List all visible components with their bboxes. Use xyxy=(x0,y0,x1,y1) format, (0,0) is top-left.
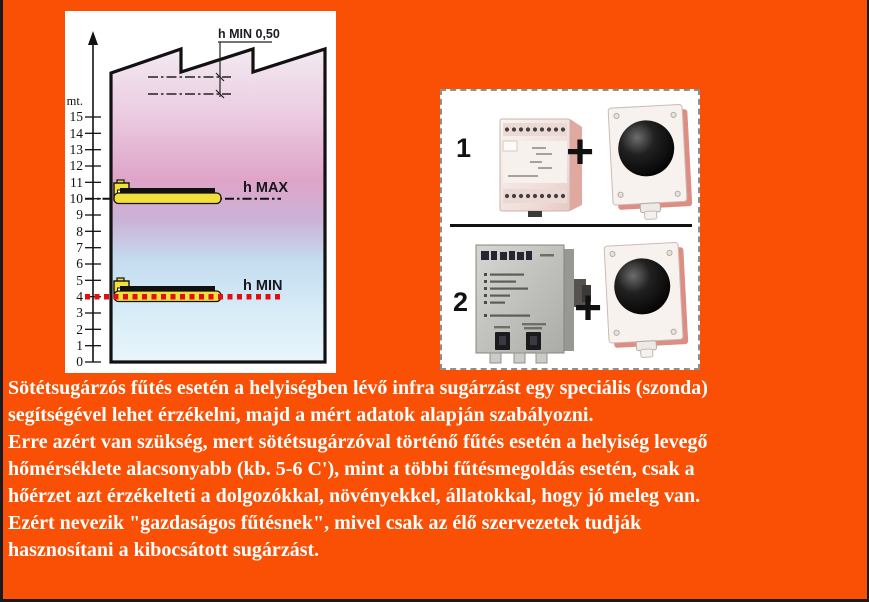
option1-number: 1 xyxy=(456,133,472,163)
scale-tick-label: 3 xyxy=(76,305,83,320)
description-line: Erre azért van szükség, mert sötétsugárzóval történő fűtés esetén a helyiség levegő xyxy=(8,431,708,453)
description-line: segítségével lehet érzékelni, majd a mért adatok alapján szabályozni. xyxy=(8,404,594,426)
scale-tick-label: 9 xyxy=(76,207,83,222)
scale-tick-label: 1 xyxy=(76,338,83,353)
scale-tick-label: 11 xyxy=(70,175,83,190)
description-line: Sötétsugárzós fűtés esetén a helyiségben lévő infra sugárzást egy speciális (szonda) xyxy=(8,377,708,399)
scale-tick-label: 7 xyxy=(76,240,83,255)
description-line: hőérzet azt érzékelteti a dolgozókkal, növényekkel, állatokkal, hogy jó meleg van. xyxy=(8,485,701,507)
dome-sensor-icon xyxy=(602,241,696,361)
scale-tick-label: 8 xyxy=(76,224,83,239)
scale-tick-label: 4 xyxy=(76,289,83,304)
scale-tick-label: 14 xyxy=(69,126,83,141)
product-options-panel xyxy=(440,89,700,370)
description-text xyxy=(8,375,866,564)
dome-sensor-icon xyxy=(606,103,700,223)
scale-tick-label: 12 xyxy=(69,158,83,173)
height-scale xyxy=(67,31,101,369)
building-outline xyxy=(111,49,325,362)
description-line: hőmérséklete alacsonyabb (kb. 5-6 C'), mint a többi fűtésmegoldás esetén, csak a xyxy=(8,458,695,480)
scale-tick-label: 6 xyxy=(76,256,83,271)
height-diagram xyxy=(65,11,336,373)
description-line: Ezért nevezik "gazdaságos fűtésnek", mivel csak az élő szervezetek tudják xyxy=(8,512,642,534)
height-diagram-panel xyxy=(65,11,336,373)
scale-tick-label: 0 xyxy=(76,354,83,369)
hmax-label: h MAX xyxy=(243,180,289,196)
scale-tick-label: 15 xyxy=(69,109,83,124)
scale-tick-label: 10 xyxy=(69,191,83,206)
scale-tick-label: 2 xyxy=(76,322,83,337)
scale-tick-label: 13 xyxy=(69,142,83,157)
options-divider xyxy=(450,224,692,227)
roof-clearance-label: h MIN 0,50 xyxy=(218,27,280,41)
description-line: hasznosítani a kibocsátott sugárzást. xyxy=(8,539,320,561)
option2-number: 2 xyxy=(453,287,469,317)
hmin-label: h MIN xyxy=(243,278,283,294)
scale-unit-label: mt. xyxy=(66,94,83,108)
plus-sign: + xyxy=(566,126,595,179)
plus-sign: + xyxy=(574,282,603,335)
scale-tick-label: 5 xyxy=(76,273,83,288)
